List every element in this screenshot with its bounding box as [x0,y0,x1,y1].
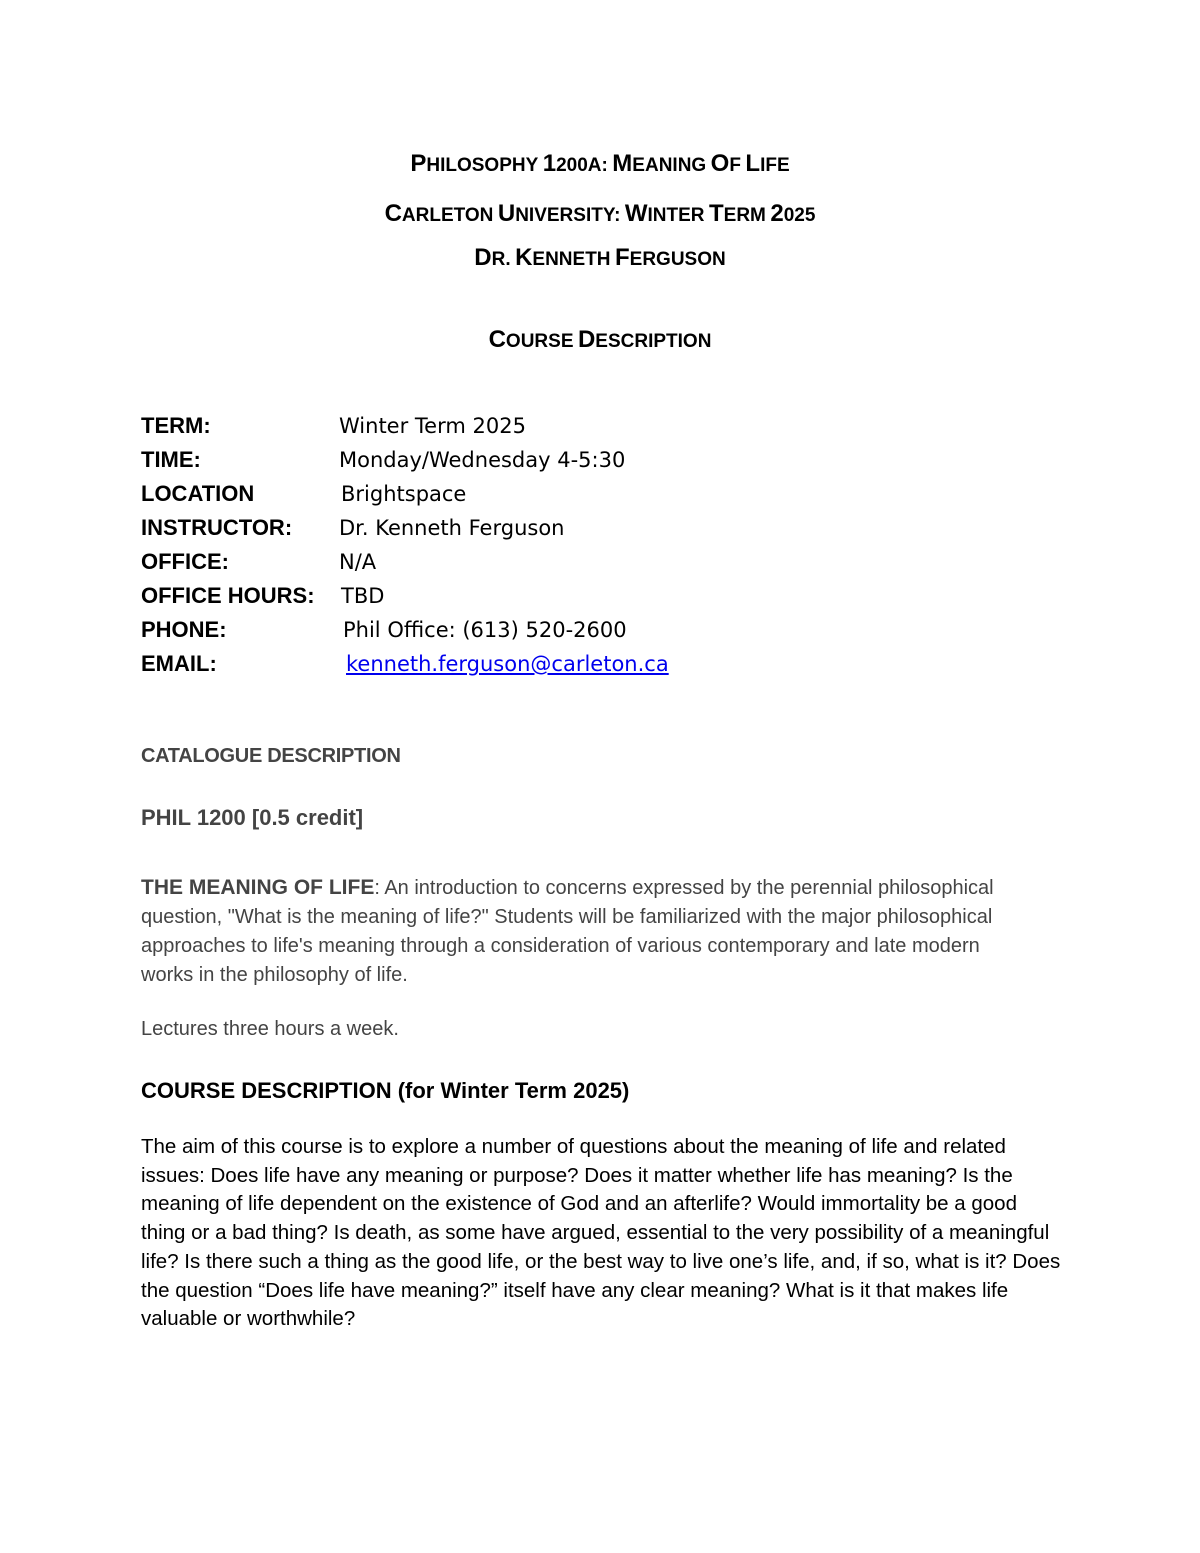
catalogue-lead: THE MEANING OF LIFE [141,876,375,899]
office-value: N/A [339,550,377,574]
info-row-office-hours [141,579,841,613]
course-description-heading: COURSE DESCRIPTION (for Winter Term 2025) [141,1078,630,1103]
course-title-text: PHILOSOPHY 1200A: MEANING OF LIFE [410,150,790,177]
info-row-term [141,409,841,443]
office-label: OFFICE: [141,549,229,574]
info-row-office [141,545,841,579]
course-info-table [141,409,841,681]
course-description-text: The aim of this course is to explore a number of questions about the meaning of life and related issues: Does life have any meaning or purpose? Does it matter whether life has meaning? Is the meaning of life dependent on the existence of God and an afterlife? Would immortality be a good thing or a bad thing? Is death, as some have argued, essential to the very possibility of a meaningful life? Is there such a thing as the good life, or the best way to live one’s life, and, if so, what is it? Does the question “Does life have meaning?” itself have any clear meaning? What is it that makes life valuable or worthwhile? [141,1135,1061,1331]
university-line [0,200,1200,228]
lectures-note: Lectures three hours a week. [141,1018,399,1040]
phone-value: Phil Office: (613) 520-2600 [343,618,627,642]
email-label: EMAIL: [141,651,217,676]
term-value: Winter Term 2025 [339,414,526,438]
info-row-phone [141,613,841,647]
info-row-location [141,477,841,511]
catalogue-description-text: : An introduction to concerns expressed by the perennial philosophical question, "What is the meaning of life?" Students will be familiarized with the major philosophical approaches to life's meaning through a consideration of various contemporary and late modern works in the philosophy of life. [141,877,994,986]
info-row-instructor [141,511,841,545]
office-hours-label: OFFICE HOURS: [141,583,315,608]
info-row-email [141,647,841,681]
instructor-heading-text: DR. KENNETH FERGUSON [474,244,726,271]
course-code: PHIL 1200 [0.5 credit] [141,805,364,830]
university-text: CARLETON UNIVERSITY: WINTER TERM 2025 [384,200,816,227]
catalogue-description [141,873,1031,990]
instructor-heading [0,244,1200,272]
phone-label: PHONE: [141,617,227,642]
term-label: TERM: [141,413,211,438]
email-link[interactable]: kenneth.ferguson@carleton.ca [346,652,669,676]
location-value: Brightspace [341,482,467,506]
section-title [0,326,1200,354]
catalogue-heading: CATALOGUE DESCRIPTION [141,745,401,767]
instructor-value: Dr. Kenneth Ferguson [339,516,565,540]
instructor-label: INSTRUCTOR: [141,515,293,540]
location-label: LOCATION [141,481,255,506]
info-row-time [141,443,841,477]
course-title [0,150,1200,178]
section-title-text: COURSE DESCRIPTION [488,326,712,353]
office-hours-value: TBD [341,584,385,608]
time-label: TIME: [141,447,201,472]
time-value: Monday/Wednesday 4-5:30 [339,448,626,472]
